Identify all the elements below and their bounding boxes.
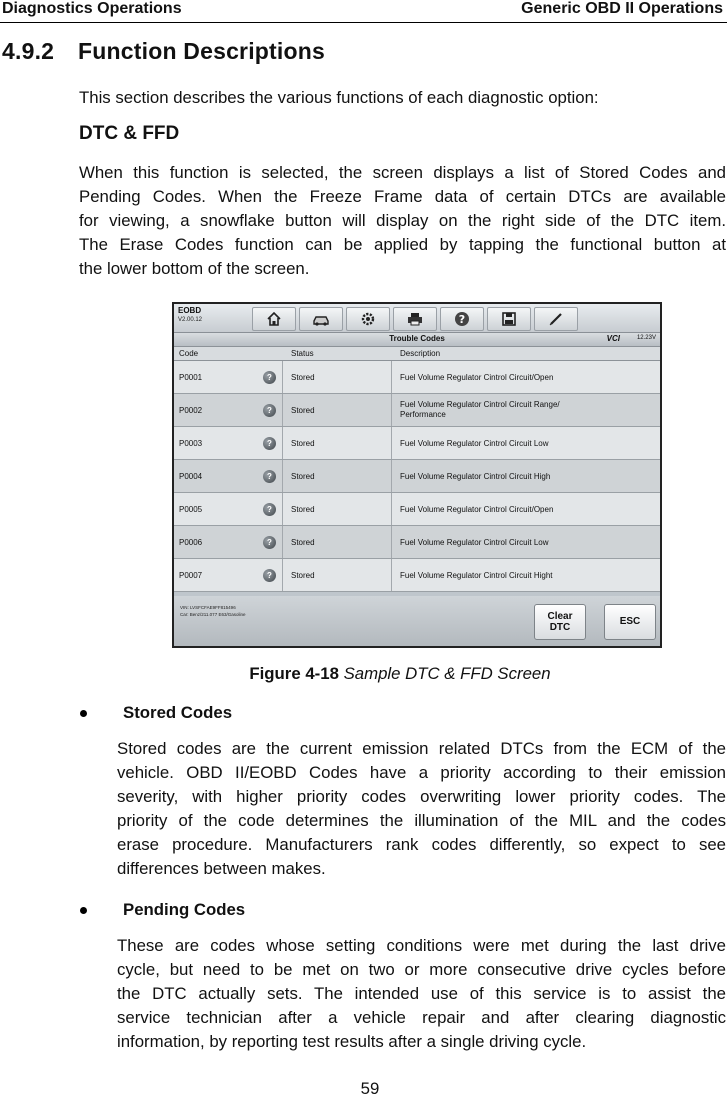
- row-code: P0007: [179, 571, 203, 580]
- clear-dtc-label-1: Clear: [547, 611, 573, 622]
- dtc-ffd-title: DTC & FFD: [79, 123, 180, 144]
- bullet-icon: [80, 710, 87, 717]
- row-description: Fuel Volume Regulator Cintrol Circuit/Open: [400, 373, 554, 382]
- section-title-text: Function Descriptions: [78, 38, 325, 64]
- stored-line: priority of the code determines the illumination of the MIL and the codes: [117, 811, 726, 830]
- help-icon[interactable]: ?: [263, 404, 276, 417]
- settings-icon: [360, 311, 376, 327]
- dtc-ffd-line: Pending Codes. When the Freeze Frame data of certain DTCs are available: [79, 187, 726, 206]
- dtc-ffd-line: When this function is selected, the screen displays a list of Stored Codes and: [79, 163, 726, 182]
- stored-line: Stored codes are the current emission related DTCs from the ECM of the: [117, 739, 726, 758]
- row-code: P0004: [179, 472, 203, 481]
- save-icon: [502, 312, 516, 326]
- row-status: Stored: [291, 571, 315, 580]
- header-right: Generic OBD II Operations: [521, 0, 723, 17]
- table-row[interactable]: [174, 427, 660, 460]
- row-code: P0003: [179, 439, 203, 448]
- clear-dtc-label-2: DTC: [549, 622, 571, 633]
- row-description: Performance: [400, 410, 446, 419]
- esc-button[interactable]: ESC: [604, 604, 656, 640]
- row-description: Fuel Volume Regulator Cintrol Circuit High: [400, 472, 551, 481]
- table-row[interactable]: [174, 493, 660, 526]
- col-status: Status: [291, 349, 314, 358]
- print-icon: [407, 312, 423, 326]
- vehicle-icon: [312, 312, 330, 326]
- row-status: Stored: [291, 439, 315, 448]
- home-button[interactable]: [252, 307, 296, 331]
- row-code: P0001: [179, 373, 203, 382]
- row-description: Fuel Volume Regulator Cintrol Circuit/Open: [400, 505, 554, 514]
- screen-titlebar: [174, 333, 660, 347]
- row-description: Fuel Volume Regulator Cintrol Circuit Low: [400, 538, 549, 547]
- save-button[interactable]: [487, 307, 531, 331]
- bullet-icon: [80, 907, 87, 914]
- row-status: Stored: [291, 472, 315, 481]
- pending-line: the DTC actually sets. The intended use of this service is to assist the: [117, 984, 726, 1003]
- row-code: P0002: [179, 406, 203, 415]
- app-version: V2.00.12: [178, 317, 203, 323]
- vci-label: VCI: [606, 334, 620, 343]
- stored-line: vehicle. OBD II/EOBD Codes have a priority according to their emission: [117, 763, 726, 782]
- help-icon[interactable]: ?: [263, 536, 276, 549]
- settings-button[interactable]: [346, 307, 390, 331]
- help-icon[interactable]: ?: [263, 371, 276, 384]
- figure-caption: [0, 664, 727, 684]
- table-row[interactable]: [174, 559, 660, 592]
- table-row[interactable]: [174, 394, 660, 427]
- table-row[interactable]: [174, 460, 660, 493]
- row-status: Stored: [291, 505, 315, 514]
- dtc-ffd-line: the lower bottom of the screen.: [79, 259, 310, 278]
- page-number: 59: [360, 1079, 380, 1098]
- table-row[interactable]: [174, 361, 660, 394]
- figure-caption-text: Sample DTC & FFD Screen: [343, 664, 551, 683]
- col-description: Description: [400, 349, 441, 358]
- pen-button[interactable]: [534, 307, 578, 331]
- section-title: [2, 38, 325, 65]
- battery-voltage: 12.23V: [636, 335, 656, 341]
- stored-codes-title: Stored Codes: [123, 703, 233, 722]
- row-status: Stored: [291, 373, 315, 382]
- section-number: 4.9.2: [2, 38, 55, 64]
- help-icon[interactable]: ?: [263, 503, 276, 516]
- row-code: P0005: [179, 505, 203, 514]
- col-code: Code: [179, 349, 199, 358]
- row-status: Stored: [291, 538, 315, 547]
- screenshot-toolbar: [174, 304, 660, 333]
- pending-codes-title: Pending Codes: [123, 900, 246, 919]
- app-name: EOBD: [178, 306, 202, 315]
- pen-icon: [548, 311, 564, 327]
- stored-line: erase procedure. Manufacturers rank codes differently, so expect to see: [117, 835, 726, 854]
- pending-line: service technician after a vehicle repair and after clearing diagnostic: [117, 1008, 726, 1027]
- help-icon[interactable]: ?: [263, 437, 276, 450]
- screen-title: Trouble Codes: [389, 334, 445, 343]
- svg-text:?: ?: [458, 313, 466, 326]
- vin-line: VIN: LVSFCFAE9FF815496: [180, 605, 236, 610]
- row-description: Fuel Volume Regulator Cintrol Circuit Low: [400, 439, 549, 448]
- home-icon: [266, 312, 282, 326]
- pending-line: information, by reporting test results after a single driving cycle.: [117, 1032, 587, 1051]
- clear-dtc-button[interactable]: [534, 604, 586, 640]
- vehicle-info: [180, 604, 245, 618]
- pending-line: These are codes whose setting conditions were met during the last drive: [117, 936, 726, 955]
- print-button[interactable]: [393, 307, 437, 331]
- screen-bottom-bar: [174, 596, 660, 646]
- header-left: Diagnostics Operations: [2, 0, 182, 17]
- dtc-ffd-line: for viewing, a snowflake button will display on the right side of the DTC item.: [79, 211, 726, 230]
- dtc-screenshot: [172, 302, 662, 648]
- table-row[interactable]: [174, 526, 660, 559]
- car-line: Car: Benz/211.077 E63/Gasoline: [180, 612, 246, 617]
- row-code: P0006: [179, 538, 203, 547]
- table-header: [174, 347, 660, 361]
- row-description: Fuel Volume Regulator Cintrol Circuit Hight: [400, 571, 553, 580]
- stored-line: severity, with higher priority codes overwriting lower priority codes. The: [117, 787, 726, 806]
- row-status: Stored: [291, 406, 315, 415]
- help-button[interactable]: [440, 307, 484, 331]
- vehicle-button[interactable]: [299, 307, 343, 331]
- help-icon: [454, 311, 470, 327]
- section-intro: This section describes the various functions of each diagnostic option:: [79, 88, 599, 107]
- page-header: [0, 0, 727, 23]
- help-icon[interactable]: ?: [263, 569, 276, 582]
- row-description: Fuel Volume Regulator Cintrol Circuit Range/: [400, 400, 560, 409]
- help-icon[interactable]: ?: [263, 470, 276, 483]
- pending-line: cycle, but need to be met on two or more consecutive drive cycles before: [117, 960, 726, 979]
- dtc-ffd-line: The Erase Codes function can be applied by tapping the functional button at: [79, 235, 726, 254]
- stored-line: differences between makes.: [117, 859, 326, 878]
- figure-label: Figure 4-18: [249, 664, 339, 683]
